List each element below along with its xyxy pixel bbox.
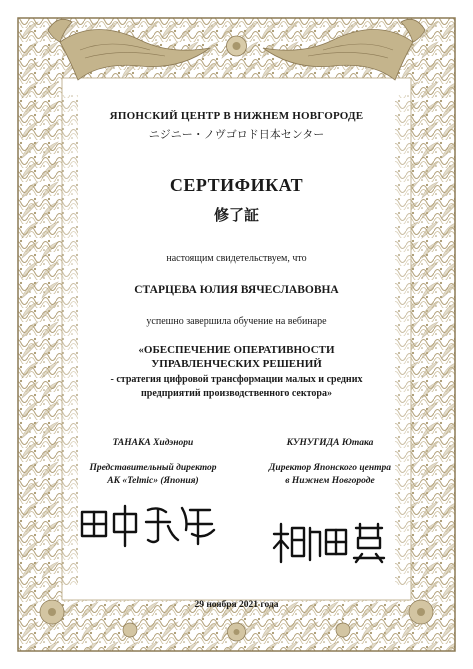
completion-text: успешно завершила обучение на вебинаре bbox=[146, 316, 327, 327]
issue-date: 29 ноября 2021 года bbox=[194, 600, 279, 610]
signature-2 bbox=[270, 520, 390, 566]
organization-name-ru: ЯПОНСКИЙ ЦЕНТР В НИЖНЕМ НОВГОРОДЕ bbox=[109, 110, 364, 122]
course-title-line1: «ОБЕСПЕЧЕНИЕ ОПЕРАТИВНОСТИ bbox=[138, 344, 335, 356]
course-title-line2: УПРАВЛЕНЧЕСКИХ РЕШЕНИЙ bbox=[151, 358, 322, 370]
signatory-2-position-line1: Директор Японского центра bbox=[268, 463, 392, 473]
recipient-name: СТАРЦЕВА ЮЛИЯ ВЯЧЕСЛАВОВНА bbox=[134, 284, 339, 296]
certify-text: настоящим свидетельствуем, что bbox=[166, 253, 307, 264]
signatory-2-name: КУНУГИДА Ютака bbox=[286, 438, 374, 448]
signatory-1-name: ТАНАКА Хидэнори bbox=[112, 438, 194, 448]
course-subtitle-line2: предприятий производственного сектора» bbox=[141, 388, 332, 399]
signatory-2-position-line2: в Нижнем Новгороде bbox=[285, 476, 375, 486]
signatory-1-position-line1: Представительный директор bbox=[89, 463, 217, 473]
signatory-1-position-line2: АК «Telmic» (Япония) bbox=[107, 476, 199, 486]
organization-name-jp: ニジニー・ノヴゴロド日本センター bbox=[148, 129, 325, 141]
course-subtitle-line1: - стратегия цифровой трансформации малых и средних bbox=[110, 374, 363, 385]
certificate-title: СЕРТИФИКАТ bbox=[169, 175, 304, 195]
signature-1 bbox=[78, 500, 218, 550]
certificate-title-jp: 修了証 bbox=[213, 208, 259, 224]
